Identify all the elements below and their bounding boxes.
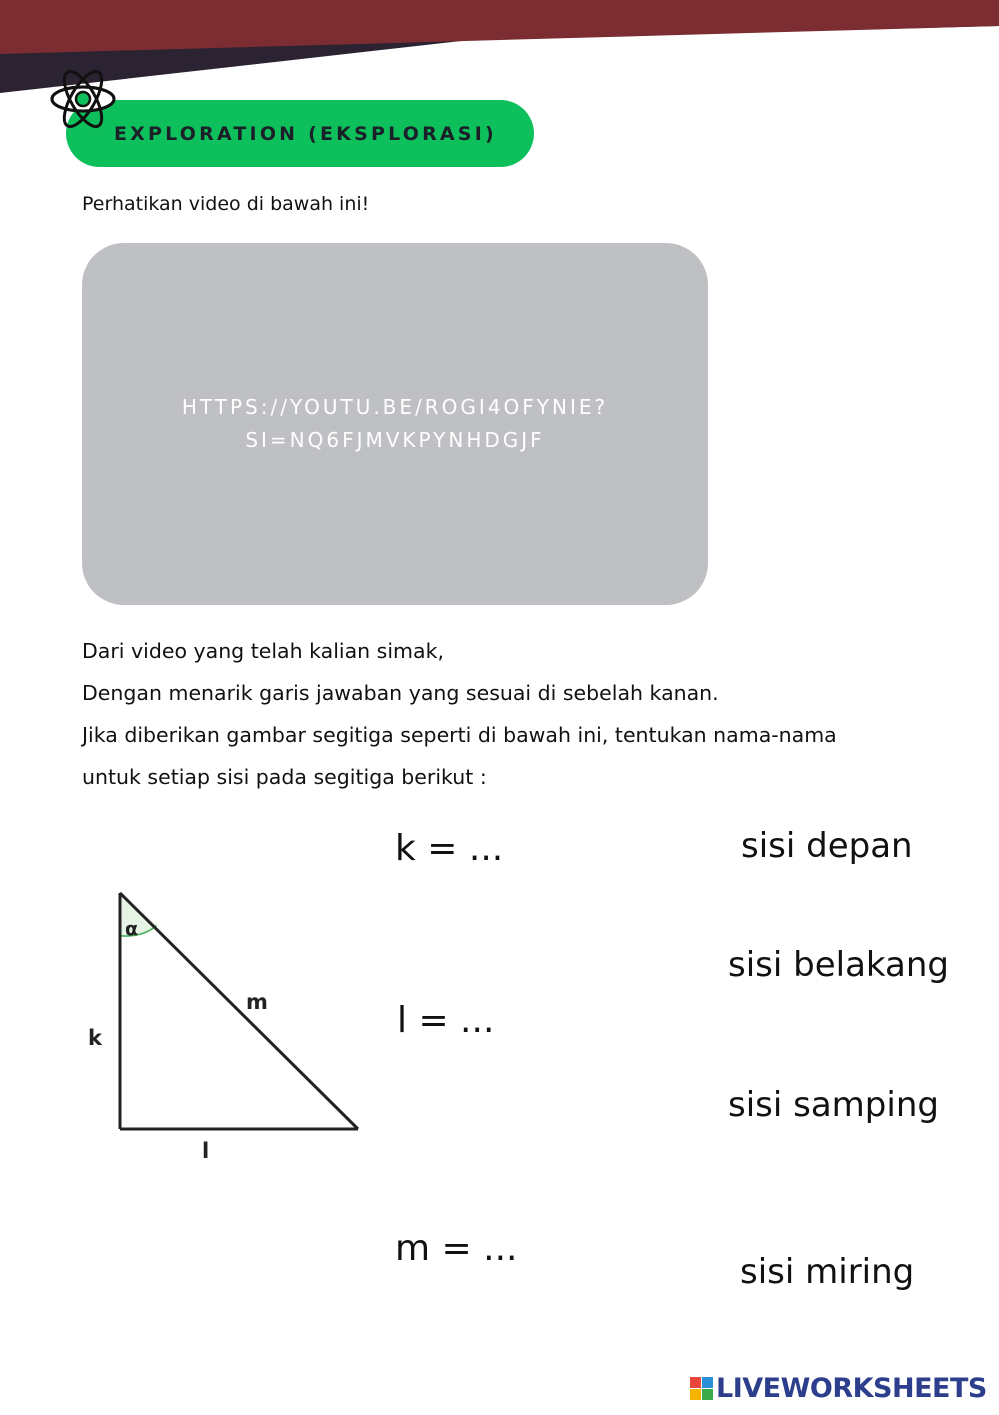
header-banner (0, 0, 999, 100)
instructions (82, 630, 837, 798)
section-title-pill (66, 100, 534, 167)
question-m: m = ... (395, 1228, 518, 1269)
option-sisi-samping[interactable]: sisi samping (728, 1085, 939, 1125)
video-link[interactable]: HTTPS://YOUTU.BE/ROGI4OFYNIE?SI=NQ6FJMVKPYNHDGJF (181, 395, 609, 452)
instruction-line: Dengan menarik garis jawaban yang sesuai di sebelah kanan. (82, 681, 719, 705)
option-sisi-belakang[interactable]: sisi belakang (728, 945, 949, 985)
option-sisi-depan[interactable]: sisi depan (741, 826, 913, 866)
logo-blocks-icon (690, 1377, 713, 1400)
angle-label: α (125, 918, 139, 940)
liveworksheets-logo (690, 1373, 987, 1404)
side-label-l: l (202, 1139, 210, 1163)
atom-icon (50, 64, 116, 134)
side-label-k: k (88, 1026, 102, 1050)
video-link-box[interactable] (82, 243, 708, 605)
logo-text: LIVEWORKSHEETS (716, 1373, 987, 1404)
instruction-line: Dari video yang telah kalian simak, (82, 639, 444, 663)
option-sisi-miring[interactable]: sisi miring (740, 1252, 915, 1292)
intro-text: Perhatikan video di bawah ini! (82, 193, 370, 215)
side-label-m: m (246, 990, 268, 1014)
question-l: l = ... (397, 1000, 495, 1041)
question-k: k = ... (395, 828, 504, 869)
instruction-line: Jika diberikan gambar segitiga seperti di bawah ini, tentukan nama-nama (82, 723, 837, 747)
instruction-line: untuk setiap sisi pada segitiga berikut : (82, 765, 487, 789)
right-triangle-figure (80, 885, 370, 1165)
section-title: EXPLORATION (EKSPLORASI) (114, 122, 497, 145)
